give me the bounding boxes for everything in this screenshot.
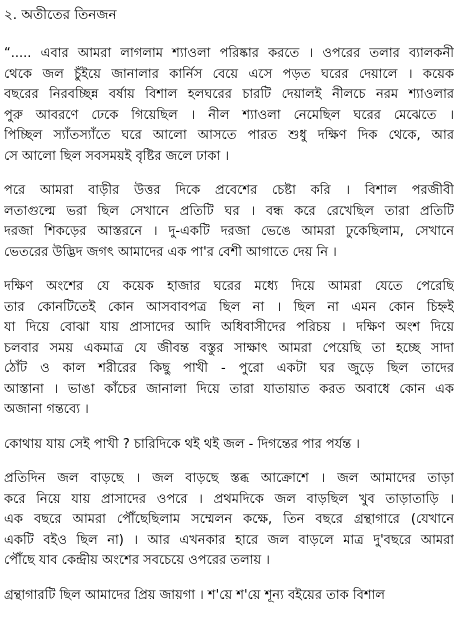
text-line: পৌঁছে যাব কেন্দ্রীয় অংশের সবচেয়ে ওপরের তলায় ।: [4, 553, 270, 568]
text-line: ভেতরের উদ্ভিদ জগৎ আমাদের এক পা'র বেশী আগাতে দেয় নি ।: [4, 244, 337, 260]
text-line: পুরু আবরণে ঢেকে গিয়েছিল । নীল শ্যাওলা নেমেছিল ঘরের মেঝেতে ।: [4, 107, 454, 123]
paragraph: [4, 277, 454, 421]
text-line: থেকে জল চুঁইয়ে জানালার কার্নিস বেয়ে এসে পড়ত ঘরের দেয়ালে । কয়েক: [4, 66, 454, 82]
text-line: করে নিয়ে যায় প্রাসাদের ওপরে । প্রথমদিকে জল বাড়ছিল খুব তাড়াতাড়ি ।: [4, 491, 454, 507]
section-heading: ২. অতীতের তিনজন: [4, 7, 117, 23]
text-line: পরে আমরা বাড়ীর উত্তর দিকে প্রবেশের চেষ্টা করি । বিশাল পরজীবী: [4, 183, 454, 198]
text-line: “..... এবার আমরা লাগলাম শ্যাওলা পরিষ্কার করতে । ওপরের তলার ব্যালকনী: [4, 46, 454, 61]
paragraph: [4, 181, 454, 263]
text-line: পিচ্ছিল স্যাঁতস্যাঁতে ঘরে আলো আসতে পারত শুধু দক্ষিণ দিক থেকে, আর: [4, 128, 454, 143]
text-line: গ্রন্থাগারটি ছিল আমাদের প্রিয় জায়গা । শ'য়ে শ'য়ে শূন্য বইয়ের তাক বিশাল: [4, 587, 385, 603]
text-line: দক্ষিণ অংশের যে কয়েক হাজার ঘরের মধ্যে দিয়ে আমরা যেতে পেরেছি: [4, 279, 454, 294]
text-line: একটি বইও ছিল না) । আর এখনকার হারে জল বাড়লে মাত্র দু'বছরে আমরা: [4, 532, 454, 548]
document-page: [4, 6, 454, 620]
text-line: তার কোনটিতেই কোন আসবাবপত্র ছিল না । ছিল না এমন কোন চিহ্নই: [4, 299, 454, 315]
text-line: প্রতিদিন জল বাড়ছে । জল বাড়ছে স্তব্ধ আক্রোশে । জল আমাদের তাড়া: [4, 471, 454, 486]
text-line: বছরের নিরবচ্ছিন্ন বর্ষায় বিশাল হলঘরের চারটি দেয়ালই নীলচে নরম শ্যাওলার: [4, 87, 454, 102]
text-line: লতাগুল্মে ভরা ছিল সেখানে প্রতিটি ঘর । বন্ধ করে রেখেছিল তারা প্রতিটি: [4, 203, 454, 219]
paragraph: [4, 586, 454, 607]
text-line: সে আলো ছিল সবসময়ই বৃষ্টির জলে ঢাকা ।: [4, 148, 230, 164]
text-line: দরজা শিকড়ের আস্তরনে । দু-একটি দরজা ভেঙে আমরা ঢুকেছিলাম, সেখানে: [4, 224, 454, 239]
text-line: চলবার সময় একমাত্র যে জীবন্ত বস্তুর সাক্ষাৎ আমরা পেয়েছি তা হচ্ছে সাদা: [4, 340, 454, 356]
paragraph: [4, 435, 454, 456]
text-line: আস্তানা । ভাঙা কাঁচের জানালা দিয়ে তারা যাতায়াত করত অবাধে কোন এক: [4, 381, 454, 397]
document-body: [4, 44, 454, 606]
text-line: কোথায় যায় সেই পাখী ? চারিদিকে থই থই জল - দিগন্তের পার পর্যন্ত ।: [4, 436, 360, 452]
text-line: যা দিয়ে বোঝা যায় প্রাসাদের আদি অধিবাসীদের পরিচয় । দক্ষিণ অংশ দিয়ে: [4, 320, 454, 335]
paragraph: [4, 469, 454, 572]
text-line: অজানা গন্তব্যে ।: [4, 402, 89, 417]
paragraph: [4, 44, 454, 167]
text-line: ঠোঁট ও কাল শরীরের কিছু পাখী - পুরো একটা ঘর জুড়ে ছিল তাদের: [4, 361, 454, 376]
text-line: এক বছরে আমরা পৌঁছেছিলাম সম্মেলন কক্ষে, তিন বছরে গ্রন্থাগারে (যেখানে: [4, 512, 454, 527]
